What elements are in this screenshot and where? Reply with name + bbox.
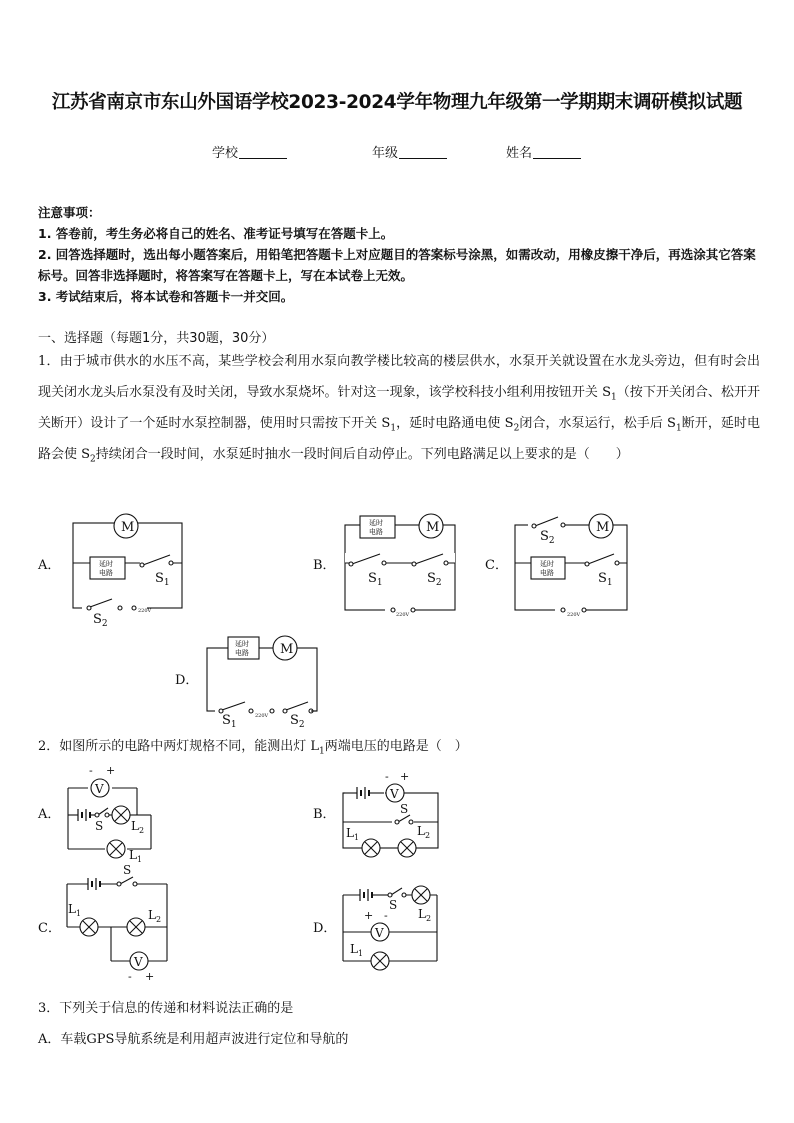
lamp-sub: 2 xyxy=(138,826,145,835)
supply-label: 220V xyxy=(255,713,269,719)
lamp-label xyxy=(350,942,363,958)
field-name-blank[interactable] xyxy=(533,146,581,159)
q2-text-2: 两端电压的电路是（ ） xyxy=(324,739,468,754)
lamp-label xyxy=(346,826,359,842)
lamp-l: L xyxy=(346,826,354,840)
field-name xyxy=(506,142,581,161)
switch-s: S xyxy=(290,713,299,728)
switch-s: S xyxy=(222,713,231,728)
section-heading: 一、选择题（每题1分，共30题，30分） xyxy=(38,331,275,346)
q2-circuit-diagrams xyxy=(0,760,794,988)
q2-option-c-circuit xyxy=(67,877,167,970)
switch-sub: 1 xyxy=(230,720,237,730)
lamp-sub: 1 xyxy=(353,833,360,842)
switch-sub: 1 xyxy=(606,578,613,588)
voltmeter-label: V xyxy=(375,926,384,940)
q1-sub: 2 xyxy=(90,454,96,465)
question-1-stem xyxy=(38,346,760,470)
switch-label xyxy=(155,571,170,588)
supply-label: 220V xyxy=(138,608,152,614)
switch-sub: 2 xyxy=(548,536,555,546)
switch-label: S xyxy=(123,863,132,877)
lamp-sub: 1 xyxy=(136,855,143,864)
q1-sub: 1 xyxy=(675,423,682,434)
lamp-sub: 2 xyxy=(425,914,432,923)
lamp-sub: 1 xyxy=(75,909,82,918)
field-school-label: 学校 xyxy=(212,146,239,161)
delay-label: 电路 xyxy=(235,649,249,657)
switch-label xyxy=(222,713,237,730)
minus-sign: - xyxy=(128,970,132,983)
q1-option-a-label[interactable]: A． xyxy=(38,558,61,573)
lamp-l: L xyxy=(148,908,156,922)
motor-label: M xyxy=(596,520,610,535)
q2-sub: 1 xyxy=(319,746,325,757)
motor-label: M xyxy=(280,642,294,657)
field-school-blank[interactable] xyxy=(239,146,287,159)
supply-label: 220V xyxy=(567,612,581,618)
switch-label: S xyxy=(400,802,409,816)
q1-circuit-diagrams xyxy=(0,505,794,730)
q2-option-d-label[interactable]: D． xyxy=(313,921,337,936)
lamp-label xyxy=(418,907,431,923)
delay-label: 电路 xyxy=(369,528,383,536)
notes-heading: 注意事项： xyxy=(38,205,101,220)
switch-label xyxy=(290,713,305,730)
lamp-label xyxy=(129,848,142,864)
lamp-sub: 2 xyxy=(155,915,162,924)
switch-s: S xyxy=(598,571,607,586)
minus-sign: - xyxy=(384,909,388,922)
q1-option-d-label[interactable]: D． xyxy=(175,673,199,688)
page-title: 江苏省南京市东山外国语学校2023-2024学年物理九年级第一学期期末调研模拟试题 xyxy=(51,92,743,113)
q2-option-b-label[interactable]: B． xyxy=(313,807,336,822)
q2-text-1: 2．如图所示的电路中两灯规格不同，能测出灯 L xyxy=(38,739,320,754)
switch-sub: 2 xyxy=(101,619,108,629)
delay-label: 延时 xyxy=(369,519,383,527)
switch-label: S xyxy=(389,898,398,912)
switch-sub: 2 xyxy=(298,720,305,730)
q1-text-1: 1．由于城市供水的水压不高，某些学校会利用水泵向教学楼比较高的楼层供水，水泵开关就设置在水龙头旁边，但有时会出现关闭水龙头后水泵没有及时关闭，导致水泵烧坏。针对这一现象，该学校科技小组利用按钮开关 S xyxy=(38,354,760,400)
delay-label: 延时 xyxy=(235,640,249,648)
field-grade-label: 年级 xyxy=(372,146,399,161)
delay-label: 电路 xyxy=(99,569,113,577)
delay-label: 延时 xyxy=(99,560,113,568)
plus-sign: + xyxy=(400,770,410,783)
switch-sub: 2 xyxy=(435,578,442,588)
motor-label: M xyxy=(426,520,440,535)
lamp-label xyxy=(148,908,161,924)
switch-label xyxy=(598,571,613,588)
switch-s: S xyxy=(427,571,436,586)
field-grade-blank[interactable] xyxy=(399,146,447,159)
field-name-label: 姓名 xyxy=(506,146,533,161)
plus-sign: + xyxy=(364,909,374,922)
notes-item-1: 1. 答卷前，考生务必将自己的姓名、准考证号填写在答题卡上。 xyxy=(38,226,394,241)
field-school xyxy=(212,142,287,161)
question-3-option-a[interactable]: A．车载GPS导航系统是利用超声波进行定位和导航的 xyxy=(38,1032,349,1047)
q1-text-6: 持续闭合一段时间，水泵延时抽水一段时间后自动停止。下列电路满足以上要求的是（ ） xyxy=(95,447,629,462)
lamp-l: L xyxy=(418,907,426,921)
supply-label: 220V xyxy=(396,612,410,618)
plus-sign: + xyxy=(145,970,155,983)
q1-option-c-circuit xyxy=(515,514,627,615)
voltmeter-label: V xyxy=(95,782,104,796)
lamp-label xyxy=(131,819,144,835)
switch-s: S xyxy=(368,571,377,586)
lamp-l: L xyxy=(350,942,358,956)
q1-text-3: ，延时电路通电使 S xyxy=(396,416,514,431)
lamp-label xyxy=(417,824,430,840)
switch-sub: 1 xyxy=(376,578,383,588)
lamp-l: L xyxy=(417,824,425,838)
notes-item-3: 3. 考试结束后，将本试卷和答题卡一并交回。 xyxy=(38,289,294,304)
question-3-stem: 3．下列关于信息的传递和材料说法正确的是 xyxy=(38,1001,294,1016)
switch-s: S xyxy=(93,612,102,627)
lamp-sub: 2 xyxy=(424,831,431,840)
lamp-l: L xyxy=(129,848,137,862)
switch-label xyxy=(427,571,442,588)
q1-sub: 1 xyxy=(611,392,617,403)
lamp-sub: 1 xyxy=(357,949,364,958)
q2-option-c-label[interactable]: C． xyxy=(38,921,61,936)
notes-item-2: 2. 回答选择题时，选出每小题答案后，用铅笔把答题卡上对应题目的答案标号涂黑，如需改动，用橡皮擦干净后，再选涂其它答案标号。回答非选择题时，将答案写在答题卡上，写在本试卷上无效。 xyxy=(38,247,756,283)
minus-sign: - xyxy=(385,770,389,783)
lamp-l: L xyxy=(68,902,76,916)
plus-sign: + xyxy=(106,764,116,777)
motor-label: M xyxy=(121,520,135,535)
q1-text-2: （按下开关闭合、松开开关断开）设计了一个延时水泵控制器，使用时只需按下开关 S xyxy=(38,385,760,431)
switch-label: S xyxy=(95,819,104,833)
q1-option-c-label[interactable]: C． xyxy=(485,558,508,573)
minus-sign: - xyxy=(89,764,93,777)
field-grade xyxy=(372,142,447,161)
q1-sub: 2 xyxy=(513,423,520,434)
voltmeter-label: V xyxy=(390,787,399,801)
question-2-stem xyxy=(38,731,760,762)
q1-option-b-label[interactable]: B． xyxy=(313,558,336,573)
switch-s: S xyxy=(155,571,164,586)
delay-label: 电路 xyxy=(540,569,554,577)
q2-option-a-label[interactable]: A． xyxy=(38,807,61,822)
q1-option-d-circuit xyxy=(207,636,317,715)
q1-text-4: 闭合，水泵运行，松手后 S xyxy=(519,416,676,431)
switch-sub: 1 xyxy=(163,578,170,588)
lamp-l: L xyxy=(131,819,139,833)
q1-sub: 1 xyxy=(390,423,397,434)
voltmeter-label: V xyxy=(134,955,143,969)
delay-label: 延时 xyxy=(540,560,554,568)
switch-label xyxy=(368,571,383,588)
notes-block xyxy=(38,202,758,307)
lamp-label xyxy=(68,902,81,918)
switch-s: S xyxy=(540,529,549,544)
q1-text-5: 断开，延时电路会使 S xyxy=(38,416,760,462)
